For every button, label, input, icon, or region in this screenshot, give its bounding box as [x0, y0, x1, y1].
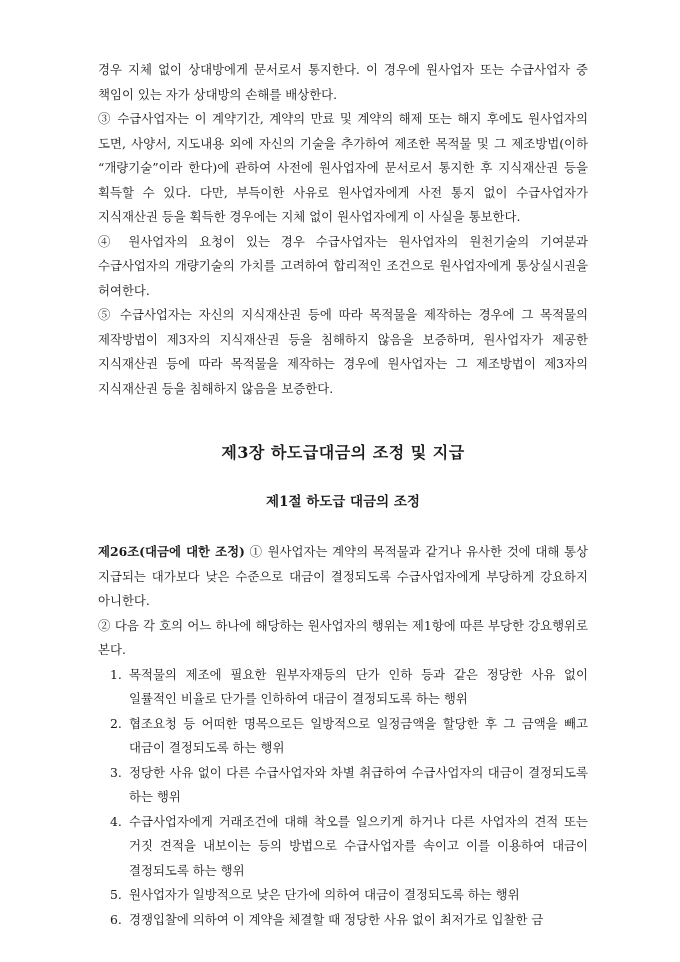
article-26-paragraph-2: ② 다음 각 호의 어느 하나에 해당하는 원사업자의 행위는 제1항에 따른 부당한 강요행위로 본다.	[98, 617, 588, 657]
item-number: 1.	[110, 666, 122, 682]
list-item	[110, 761, 588, 810]
item-text: 수급사업자에게 거래조건에 대해 착오를 일으키게 하거나 다른 사업자의 견적 또는 거짓 견적을 내보이는 등의 방법으로 수급사업자를 속이고 이를 이용하여 대금이 결정되도록 하는 행위	[129, 813, 588, 878]
chapter-title: 제3장 하도급대금의 조정 및 지급	[221, 443, 465, 462]
paragraph-clause-5: ⑤ 수급사업자는 자신의 지식재산권 등에 따라 목적물을 제작하는 경우에 그 목적물의 제작방법이 제3자의 지식재산권 등을 침해하지 않음을 보증하며, 원사업자가 제공한 지식재산권 등에 따라 목적물을 제작하는 경우에 원사업자는 그 제조방법이 제3자의 지식재산권 등을 침해하지 않음을 보증한다.	[98, 307, 588, 396]
paragraph-clause-4: ④ 원사업자의 요청이 있는 경우 수급사업자는 원사업자의 원천기술의 기여분과 수급사업자의 개량기술의 가치를 고려하여 합리적인 조건으로 원사업자에게 통상실시권을 허여한다.	[98, 233, 588, 298]
item-number: 6.	[110, 911, 122, 927]
list-item	[110, 810, 588, 884]
item-text: 협조요청 등 어떠한 명목으로든 일방적으로 일정금액을 할당한 후 그 금액을 빼고 대금이 결정되도록 하는 행위	[129, 715, 588, 755]
item-text: 정당한 사유 없이 다른 수급사업자와 차별 취급하여 수급사업자의 대금이 결정되도록 하는 행위	[129, 764, 588, 804]
document-page	[98, 58, 588, 932]
paragraph-clause-3: ③ 수급사업자는 이 계약기간, 계약의 만료 및 계약의 해제 또는 해지 후에도 원사업자의 도면, 사양서, 지도내용 외에 자신의 기술을 추가하여 제조한 목적물 및 그 제조방법(이하 “개량기술”이라 한다)에 관하여 사전에 원사업자에 문서로서 통지한 후 지식재산권 등을 획득할 수 있다. 다만, 부득이한 사유로 원사업자에게 사전 통지 없이 수급사업자가 지식재산권 등을 획득한 경우에는 지체 없이 원사업자에게 이 사실을 통보한다.	[98, 111, 588, 224]
article-26	[98, 540, 588, 932]
list-item	[110, 712, 588, 761]
item-number: 5.	[110, 887, 122, 902]
list-item	[110, 883, 588, 908]
article-26-clause-1: ① 원사업자는 계약의 목적물과 같거나 유사한 것에 대해 통상 지급되는 대가보다 낮은 수준으로 대금이 결정되도록 수급사업자에게 부당하게 강요하지 아니한다.	[98, 544, 588, 608]
section-title: 제1절 하도급 대금의 조정	[266, 494, 420, 510]
item-number: 2.	[110, 715, 122, 731]
item-text: 원사업자가 일방적으로 낮은 단가에 의하여 대금이 결정되도록 하는 행위	[129, 887, 520, 902]
item-text: 경쟁입찰에 의하여 이 계약을 체결할 때 정당한 사유 없이 최저가로 입찰한 금	[129, 911, 544, 927]
item-number: 4.	[110, 813, 122, 829]
article-26-paragraph-1	[98, 540, 588, 614]
item-text: 목적물의 제조에 필요한 원부자재등의 단가 인하 등과 같은 정당한 사유 없이 일률적인 비율로 단가를 인하하여 대금이 결정되도록 하는 행위	[129, 666, 588, 706]
paragraph-continuation: 경우 지체 없이 상대방에게 문서로서 통지한다. 이 경우에 원사업자 또는 수급사업자 중 책임이 있는 자가 상대방의 손해를 배상한다.	[98, 62, 588, 102]
list-item	[110, 663, 588, 712]
article-heading: 제26조(대금에 대한 조정)	[98, 544, 245, 559]
list-item	[110, 908, 588, 933]
article-26-item-list	[98, 663, 588, 933]
item-number: 3.	[110, 764, 122, 780]
